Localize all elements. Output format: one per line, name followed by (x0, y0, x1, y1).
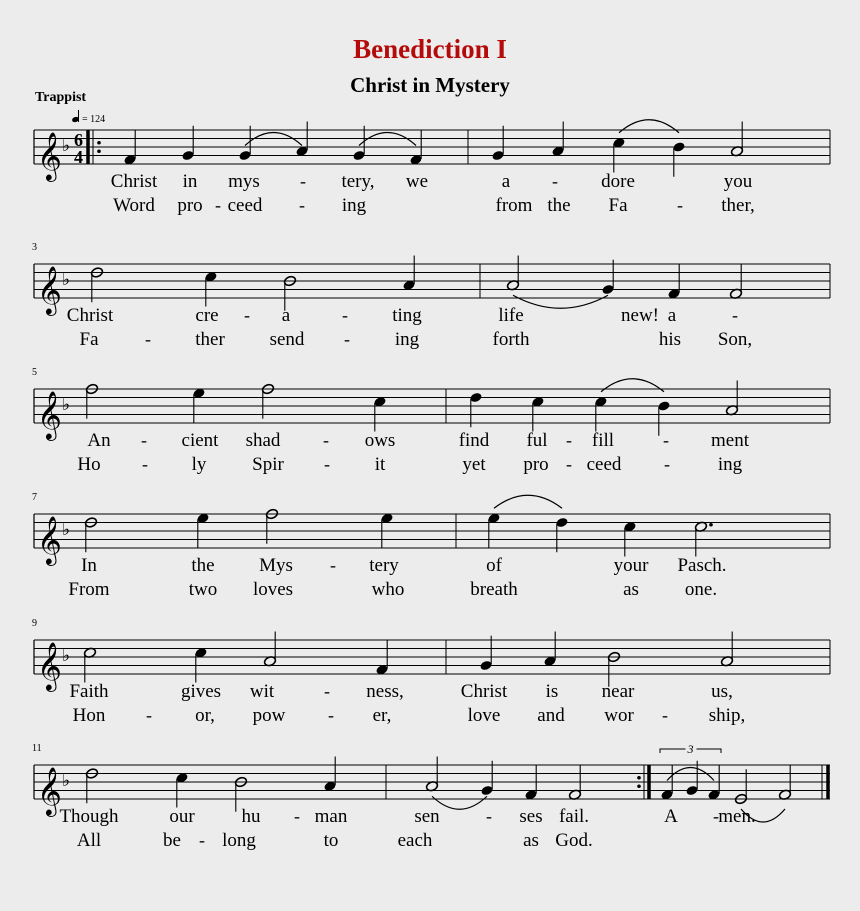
note (380, 512, 393, 548)
lyric-syllable: shad (245, 430, 281, 451)
lyric-syllable: Christ (110, 171, 158, 192)
note (479, 636, 492, 672)
lyric-syllable: From (68, 579, 110, 600)
note (531, 396, 544, 432)
lyric-syllable: ther (195, 329, 225, 350)
lyric-syllable: fill (591, 430, 615, 451)
lyric-syllable: wor (604, 705, 634, 726)
lyric-hyphen: - (663, 430, 669, 450)
lyric-syllable: long (222, 830, 256, 851)
note (694, 521, 712, 557)
flat-icon: ♭ (62, 771, 71, 791)
lyric-syllable: our (169, 806, 195, 827)
lyric-syllable: Hon (72, 705, 106, 726)
note (601, 260, 614, 296)
note (469, 392, 482, 428)
note (352, 126, 365, 162)
lyric-syllable: tery (369, 555, 399, 576)
note (375, 640, 388, 676)
lyric-hyphen: - (294, 806, 300, 826)
lyric-syllable: ing (341, 195, 367, 216)
lyric-hyphen: - (215, 195, 221, 215)
measure-number: 11 (32, 743, 42, 754)
lyric-hyphen: - (324, 454, 330, 474)
lyric-hyphen: - (664, 454, 670, 474)
lyric-syllable: loves (252, 579, 294, 600)
lyric-syllable: your (613, 555, 649, 576)
note (778, 765, 791, 801)
repeat-dot (637, 784, 641, 788)
measure-number: 5 (32, 367, 37, 378)
lyric-syllable: ses (519, 806, 543, 827)
lyric-hyphen: - (244, 305, 250, 325)
note (425, 757, 438, 793)
lyric-syllable: pow (252, 705, 286, 726)
lyric-syllable: Pasch. (677, 555, 727, 576)
note (707, 765, 720, 801)
lyric-hyphen: - (566, 430, 572, 450)
lyric-hyphen: - (199, 830, 205, 850)
lyric-syllable: love (467, 705, 501, 726)
lyric-syllable: gives (180, 681, 222, 702)
note (660, 765, 673, 801)
note (192, 387, 205, 423)
lyric-hyphen: - (486, 806, 492, 826)
lyric-hyphen: - (330, 555, 336, 575)
slur (513, 295, 608, 308)
lyric-syllable: ting (392, 305, 422, 326)
flat-icon: ♭ (62, 136, 71, 156)
note (491, 126, 504, 162)
note (685, 761, 698, 797)
note (83, 647, 96, 683)
lyric-syllable: it (374, 454, 386, 475)
lyric-hyphen: - (566, 454, 572, 474)
flat-icon: ♭ (62, 520, 71, 540)
lyric-syllable: tery, (341, 171, 375, 192)
lyric-syllable: Son, (717, 329, 753, 350)
lyric-syllable: Word (113, 195, 155, 216)
lyric-syllable: cre (195, 305, 219, 326)
note (123, 130, 136, 166)
lyric-syllable: ceed (227, 195, 263, 216)
lyric-syllable: two (188, 579, 218, 600)
tempo-value: = 124 (82, 114, 106, 125)
lyric-syllable: er, (372, 705, 392, 726)
lyric-hyphen: - (677, 195, 683, 215)
lyric-syllable: who (371, 579, 405, 600)
note (720, 632, 733, 668)
lyric-syllable: near (601, 681, 635, 702)
lyric-syllable: a (501, 171, 511, 192)
lyric-syllable: one. (684, 579, 718, 600)
lyric-syllable: Mys (259, 555, 293, 576)
note (729, 264, 742, 300)
note (487, 512, 500, 548)
lyric-syllable: ther, (721, 195, 755, 216)
lyric-hyphen: - (552, 171, 558, 191)
lyric-hyphen: - (328, 705, 334, 725)
note (402, 256, 415, 292)
lyric-syllable: ing (717, 454, 743, 475)
lyric-syllable: find (458, 430, 490, 451)
lyric-syllable: Christ (66, 305, 114, 326)
lyric-syllable: each (397, 830, 433, 851)
note (623, 521, 636, 557)
lyric-syllable: mys (228, 171, 260, 192)
lyric-syllable: ship, (708, 705, 746, 726)
slur (619, 120, 679, 133)
repeat-dot (97, 149, 101, 153)
note (204, 271, 217, 307)
note (480, 761, 493, 797)
note (612, 137, 625, 173)
lyric-syllable: dore (601, 171, 635, 192)
note (323, 757, 336, 793)
measure-number: 9 (32, 618, 37, 629)
note (543, 632, 556, 668)
lyric-syllable: a (281, 305, 291, 326)
page-title: Benediction I (353, 34, 507, 64)
lyric-syllable: hu (241, 806, 261, 827)
lyric-syllable: Ho (77, 454, 101, 475)
repeat-dot (637, 776, 641, 780)
note (667, 264, 680, 300)
lyric-hyphen: - (146, 705, 152, 725)
lyric-syllable: as (623, 579, 639, 600)
lyric-syllable: yet (462, 454, 486, 475)
lyric-syllable: ceed (586, 454, 622, 475)
lyric-syllable: ows (364, 430, 396, 451)
lyric-syllable: fail. (558, 806, 590, 827)
slur (432, 796, 487, 809)
note (725, 381, 738, 417)
lyric-syllable: is (545, 681, 559, 702)
note (551, 122, 564, 158)
note (238, 126, 251, 162)
lyric-syllable: cient (181, 430, 219, 451)
lyric-hyphen: - (324, 681, 330, 701)
lyric-syllable: we (405, 171, 429, 192)
dot (709, 523, 713, 527)
composer-label: Trappist (35, 90, 87, 105)
lyric-syllable: An (87, 430, 111, 451)
treble-clef-icon: 𝄞 (37, 265, 62, 314)
lyric-syllable: the (547, 195, 571, 216)
tuplet-label: 3 (687, 742, 694, 756)
treble-clef-icon: 𝄞 (37, 515, 62, 564)
treble-clef-icon: 𝄞 (37, 131, 62, 180)
lyric-syllable: sen (414, 806, 440, 827)
lyric-hyphen: - (342, 305, 348, 325)
lyric-syllable: to (323, 830, 339, 851)
lyric-syllable: man (314, 806, 348, 827)
note (373, 396, 386, 432)
measure-number: 7 (32, 492, 37, 503)
note (409, 130, 422, 166)
lyric-syllable: the (191, 555, 215, 576)
time-signature-top: 6 (74, 130, 83, 150)
lyric-syllable: be (163, 830, 181, 851)
lyric-hyphen: - (713, 806, 719, 826)
lyric-hyphen: - (142, 454, 148, 474)
lyric-syllable: Fa (608, 195, 628, 216)
slur (601, 379, 664, 392)
note (730, 122, 743, 158)
note (568, 765, 581, 801)
lyric-syllable: forth (492, 329, 530, 350)
lyric-hyphen: - (662, 705, 668, 725)
lyric-syllable: and (537, 705, 565, 726)
lyric-syllable: All (76, 830, 102, 851)
note (506, 256, 519, 292)
repeat-dot (97, 141, 101, 145)
lyric-syllable: us, (711, 681, 733, 702)
lyric-syllable: In (81, 555, 97, 576)
lyric-hyphen: - (344, 329, 350, 349)
note (196, 512, 209, 548)
lyric-syllable: in (182, 171, 198, 192)
lyric-syllable: men. (718, 806, 756, 827)
page-subtitle: Christ in Mystery (350, 73, 510, 97)
lyric-syllable: Fa (79, 329, 99, 350)
lyric-syllable: pro (523, 454, 549, 475)
lyric-syllable: God. (555, 830, 593, 851)
lyric-hyphen: - (323, 430, 329, 450)
lyric-syllable: new! (621, 305, 659, 326)
lyric-syllable: of (486, 555, 502, 576)
lyric-hyphen: - (145, 329, 151, 349)
note (194, 647, 207, 683)
note (524, 765, 537, 801)
lyric-syllable: wit (249, 681, 275, 702)
lyric-hyphen: - (141, 430, 147, 450)
lyric-syllable: ly (191, 454, 207, 475)
flat-icon: ♭ (62, 395, 71, 415)
flat-icon: ♭ (62, 270, 71, 290)
lyric-syllable: Spir (252, 454, 284, 475)
lyric-syllable: ment (711, 430, 749, 451)
lyric-syllable: ing (394, 329, 420, 350)
note (181, 126, 194, 162)
lyric-hyphen: - (300, 171, 306, 191)
slur (494, 495, 562, 508)
time-signature-bottom: 4 (74, 147, 83, 167)
flat-icon: ♭ (62, 646, 71, 666)
lyric-syllable: A (664, 806, 678, 827)
note (295, 122, 308, 158)
lyric-syllable: a (667, 305, 677, 326)
lyric-syllable: as (523, 830, 539, 851)
lyric-syllable: from (495, 195, 533, 216)
lyric-syllable: breath (470, 579, 518, 600)
lyric-syllable: Though (59, 806, 119, 827)
lyric-syllable: his (658, 329, 682, 350)
note (672, 141, 685, 177)
lyric-syllable: send (269, 329, 305, 350)
lyric-syllable: you (723, 171, 753, 192)
treble-clef-icon: 𝄞 (37, 641, 62, 690)
lyric-hyphen: - (732, 305, 738, 325)
measure-number: 3 (32, 242, 37, 253)
lyric-syllable: Faith (69, 681, 109, 702)
note (175, 772, 188, 808)
lyric-hyphen: - (299, 195, 305, 215)
treble-clef-icon: 𝄞 (37, 766, 62, 815)
note (594, 396, 607, 432)
lyric-syllable: ful (526, 430, 548, 451)
treble-clef-icon: 𝄞 (37, 390, 62, 439)
note (555, 517, 568, 553)
staff-system-2 (34, 256, 830, 317)
lyric-syllable: life (498, 305, 524, 326)
note (263, 632, 276, 668)
lyric-syllable: or, (195, 705, 215, 726)
lyric-syllable: pro (177, 195, 203, 216)
lyric-syllable: Christ (460, 681, 508, 702)
lyric-syllable: ness, (366, 681, 404, 702)
